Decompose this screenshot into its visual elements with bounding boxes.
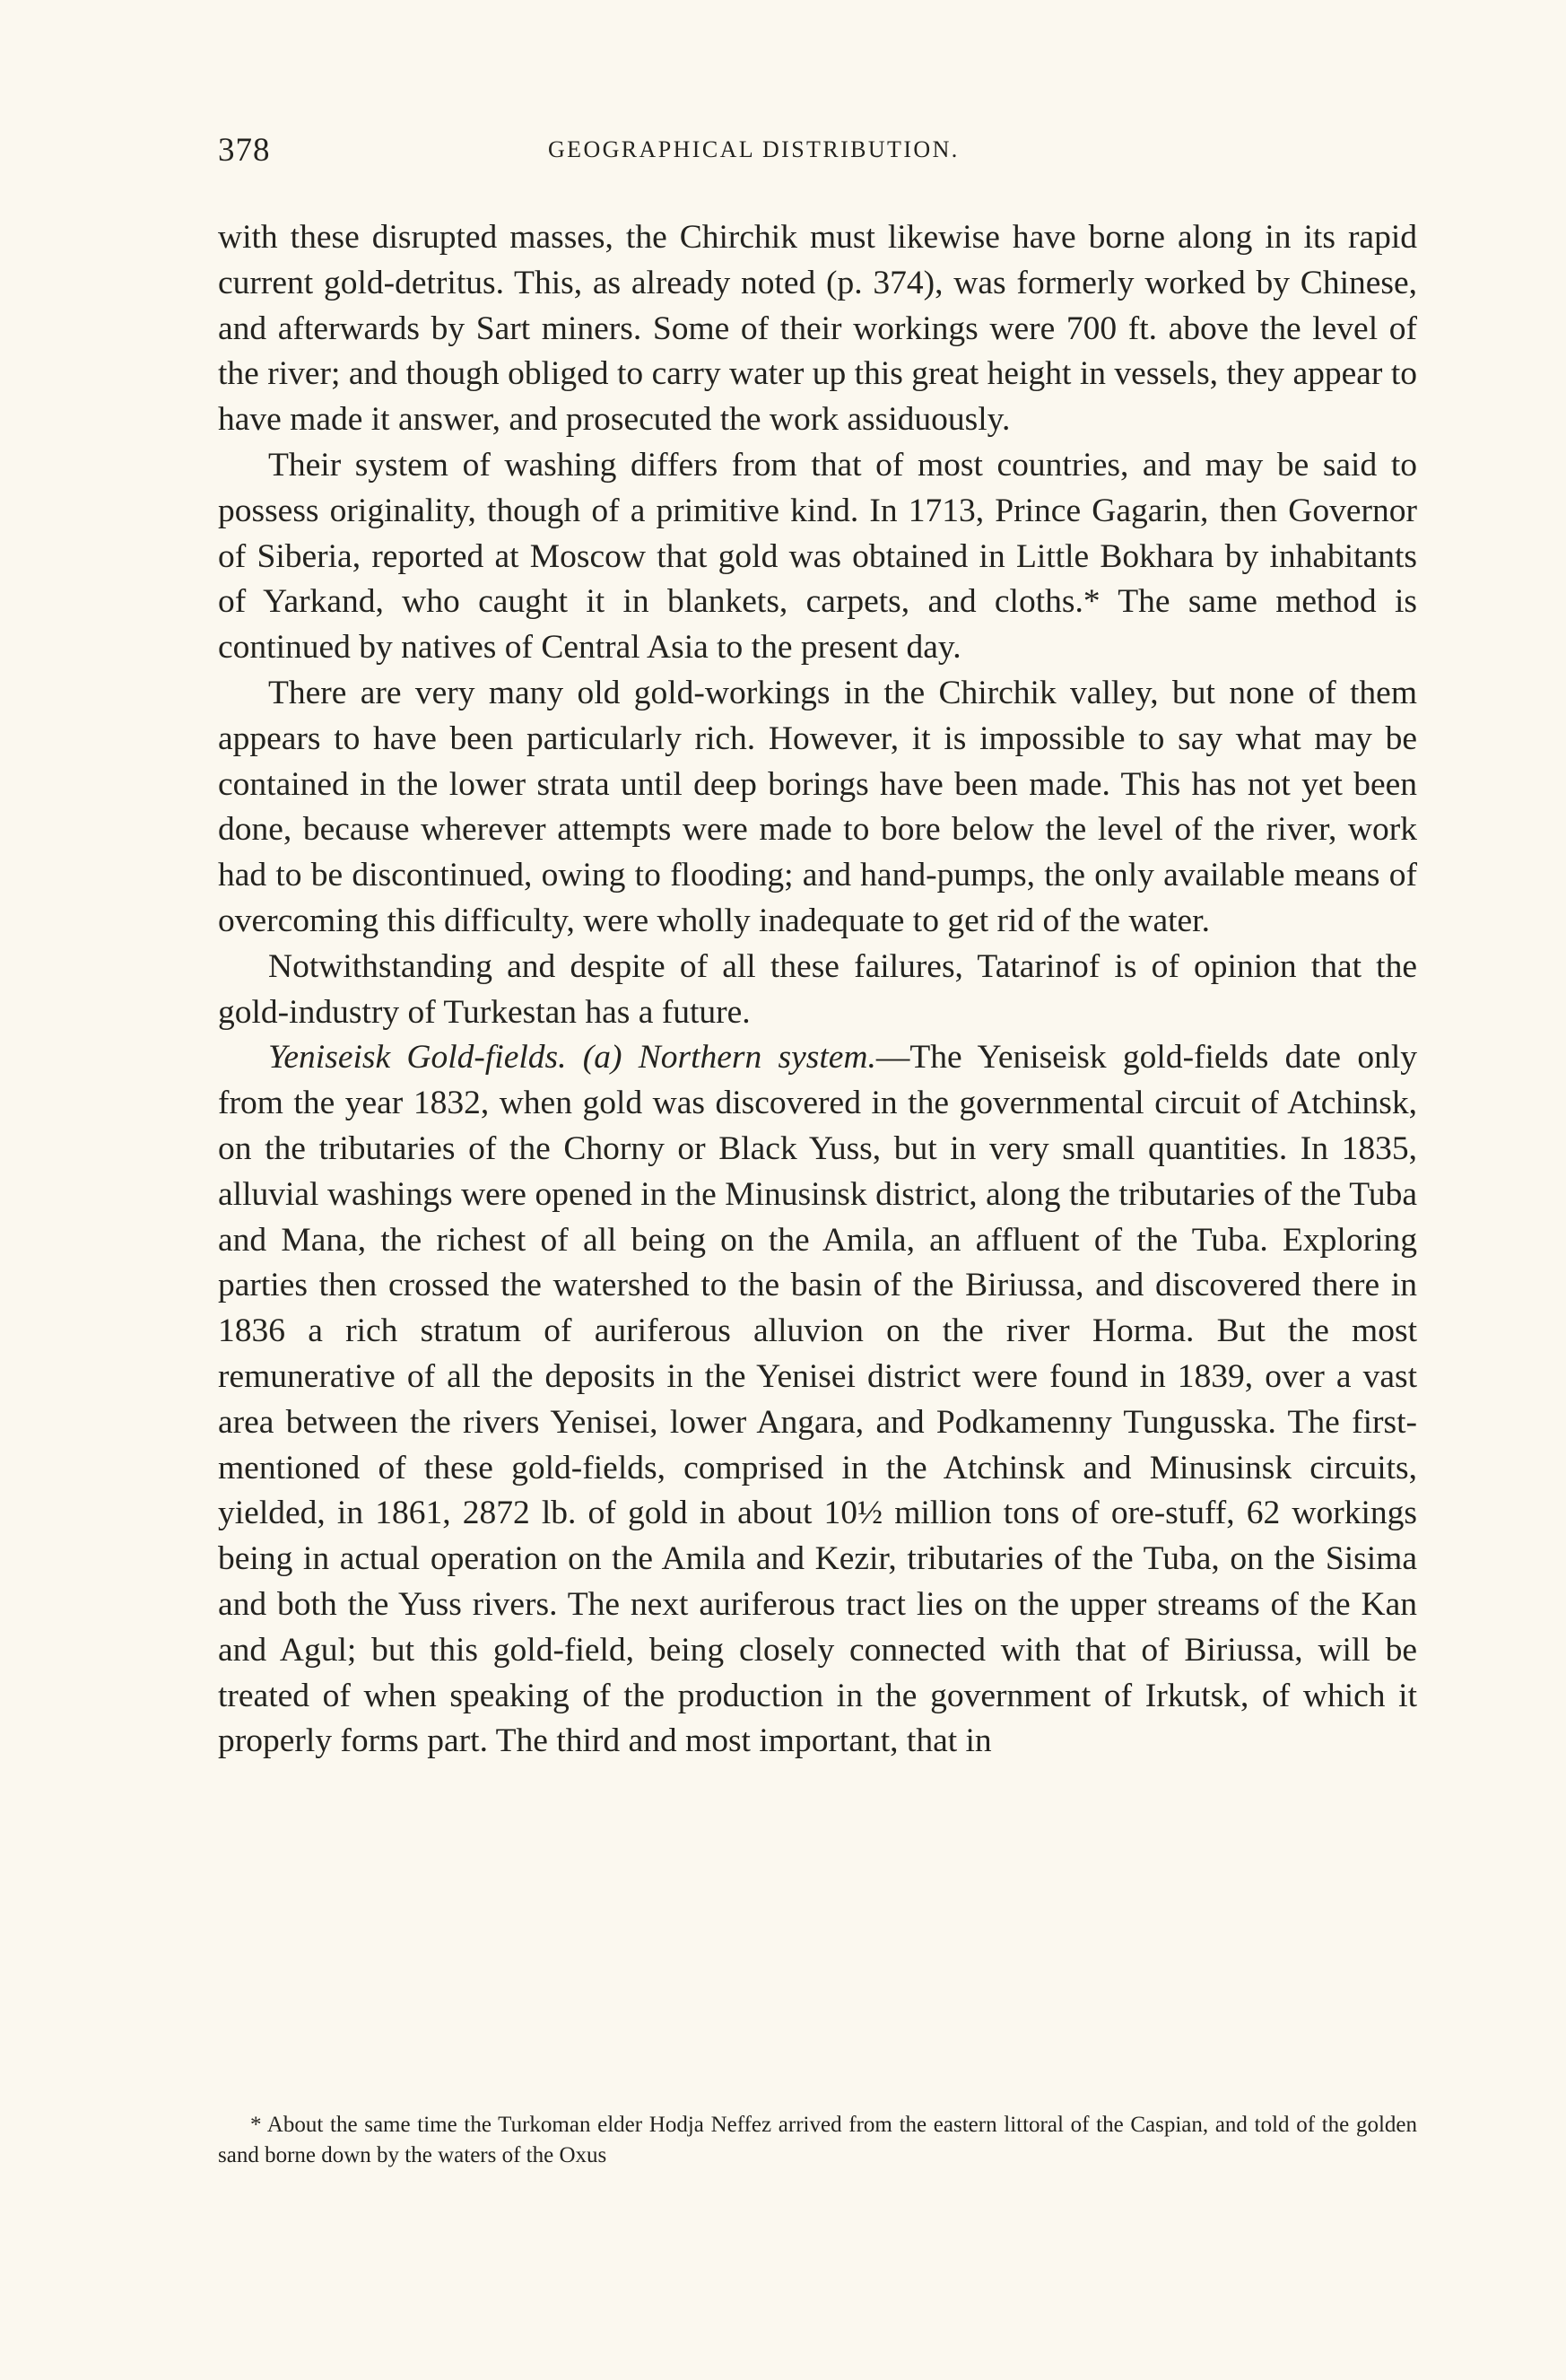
body-text (218, 215, 1417, 1765)
paragraph: There are very many old gold-workings in the Chirchik valley, but none of them appears to have been particularly rich. However, it is impossible to say what may be contained in the lower strata until deep borings have been made. This has not yet been done, because wherever attempts were made to bore below the level of the river, work had to be discontinued, owing to flooding; and hand-pumps, the only available means of overcoming this difficulty, were wholly inadequate to get rid of the water. (218, 674, 1417, 939)
footnotes (218, 2110, 1417, 2171)
running-title: GEOGRAPHICAL DISTRIBUTION. (548, 136, 960, 162)
footnote: * About the same time the Turkoman elder Hodja Neffez arrived from the eastern littoral of the Caspian, and told of the golden sand borne down by the waters of the Oxus (218, 2113, 1417, 2167)
running-head (218, 131, 1417, 181)
paragraph: Their system of washing differs from that of most countries, and may be said to possess originality, though of a primitive kind. In 1713, Prince Gagarin, then Governor of Siberia, reported at Moscow that gold was obtained in Little Bokhara by inhabitants of Yarkand, who caught it in blankets, carpets, and cloths.* The same method is continued by natives of Central Asia to the present day. (218, 446, 1417, 667)
section-heading: Yeniseisk Gold-fields. (268, 1039, 567, 1077)
yeniseisk-paragraph (218, 1035, 1417, 1765)
paragraph: with these disrupted masses, the Chirchik must likewise have borne along in its rapid current gold-detritus. This, as already noted (p. 374), was formerly worked by Chinese, and afterwards by Sart miners. Some of their workings were 700 ft. above the level of the river; and though obliged to carry water up this great height in vessels, they appear to have made it answer, and prosecuted the work assiduously. (218, 219, 1417, 439)
page-number: 378 (218, 132, 271, 169)
paragraph: Notwithstanding and despite of all these failures, Tatarinof is of opinion that the gold-industry of Turkestan has a future. (218, 947, 1417, 1031)
section-subheading: (a) Northern system. (582, 1039, 876, 1077)
section-text: —The Yeniseisk gold-fields date only from the year 1832, when gold was discovered in the governmental circuit of Atchinsk, on the tributaries of the Chorny or Black Yuss, but in very small quantities. In 1835, alluvial washings were opened in the Minusinsk district, along the tributaries of the Tuba and Mana, the richest of all being on the Amila, an affluent of the Tuba. Exploring parties then crossed the watershed to the basin of the Biriussa, and discovered there in 1836 a rich stratum of auriferous alluvion on the river Horma. But the most remunerative of all the deposits in the Yenisei district were found in 1839, over a vast area between the rivers Yenisei, lower Angara, and Podkamenny Tungusska. The first-mentioned of these gold-fields, comprised in the Atchinsk and Minusinsk circuits, yielded, in 1861, 2872 lb. of gold in about 10½ million tons of ore-stuff, 62 workings being in actual operation on the Amila and Kezir, tributaries of the Tuba, on the Sisima and both the Yuss rivers. The next auriferous tract lies on the upper streams of the Kan and Agul; but this gold-field, being closely connected with that of Biriussa, will be treated of when speaking of the production in the government of Irkutsk, of which it properly forms part. The third and most important, that in (218, 1039, 1417, 1760)
